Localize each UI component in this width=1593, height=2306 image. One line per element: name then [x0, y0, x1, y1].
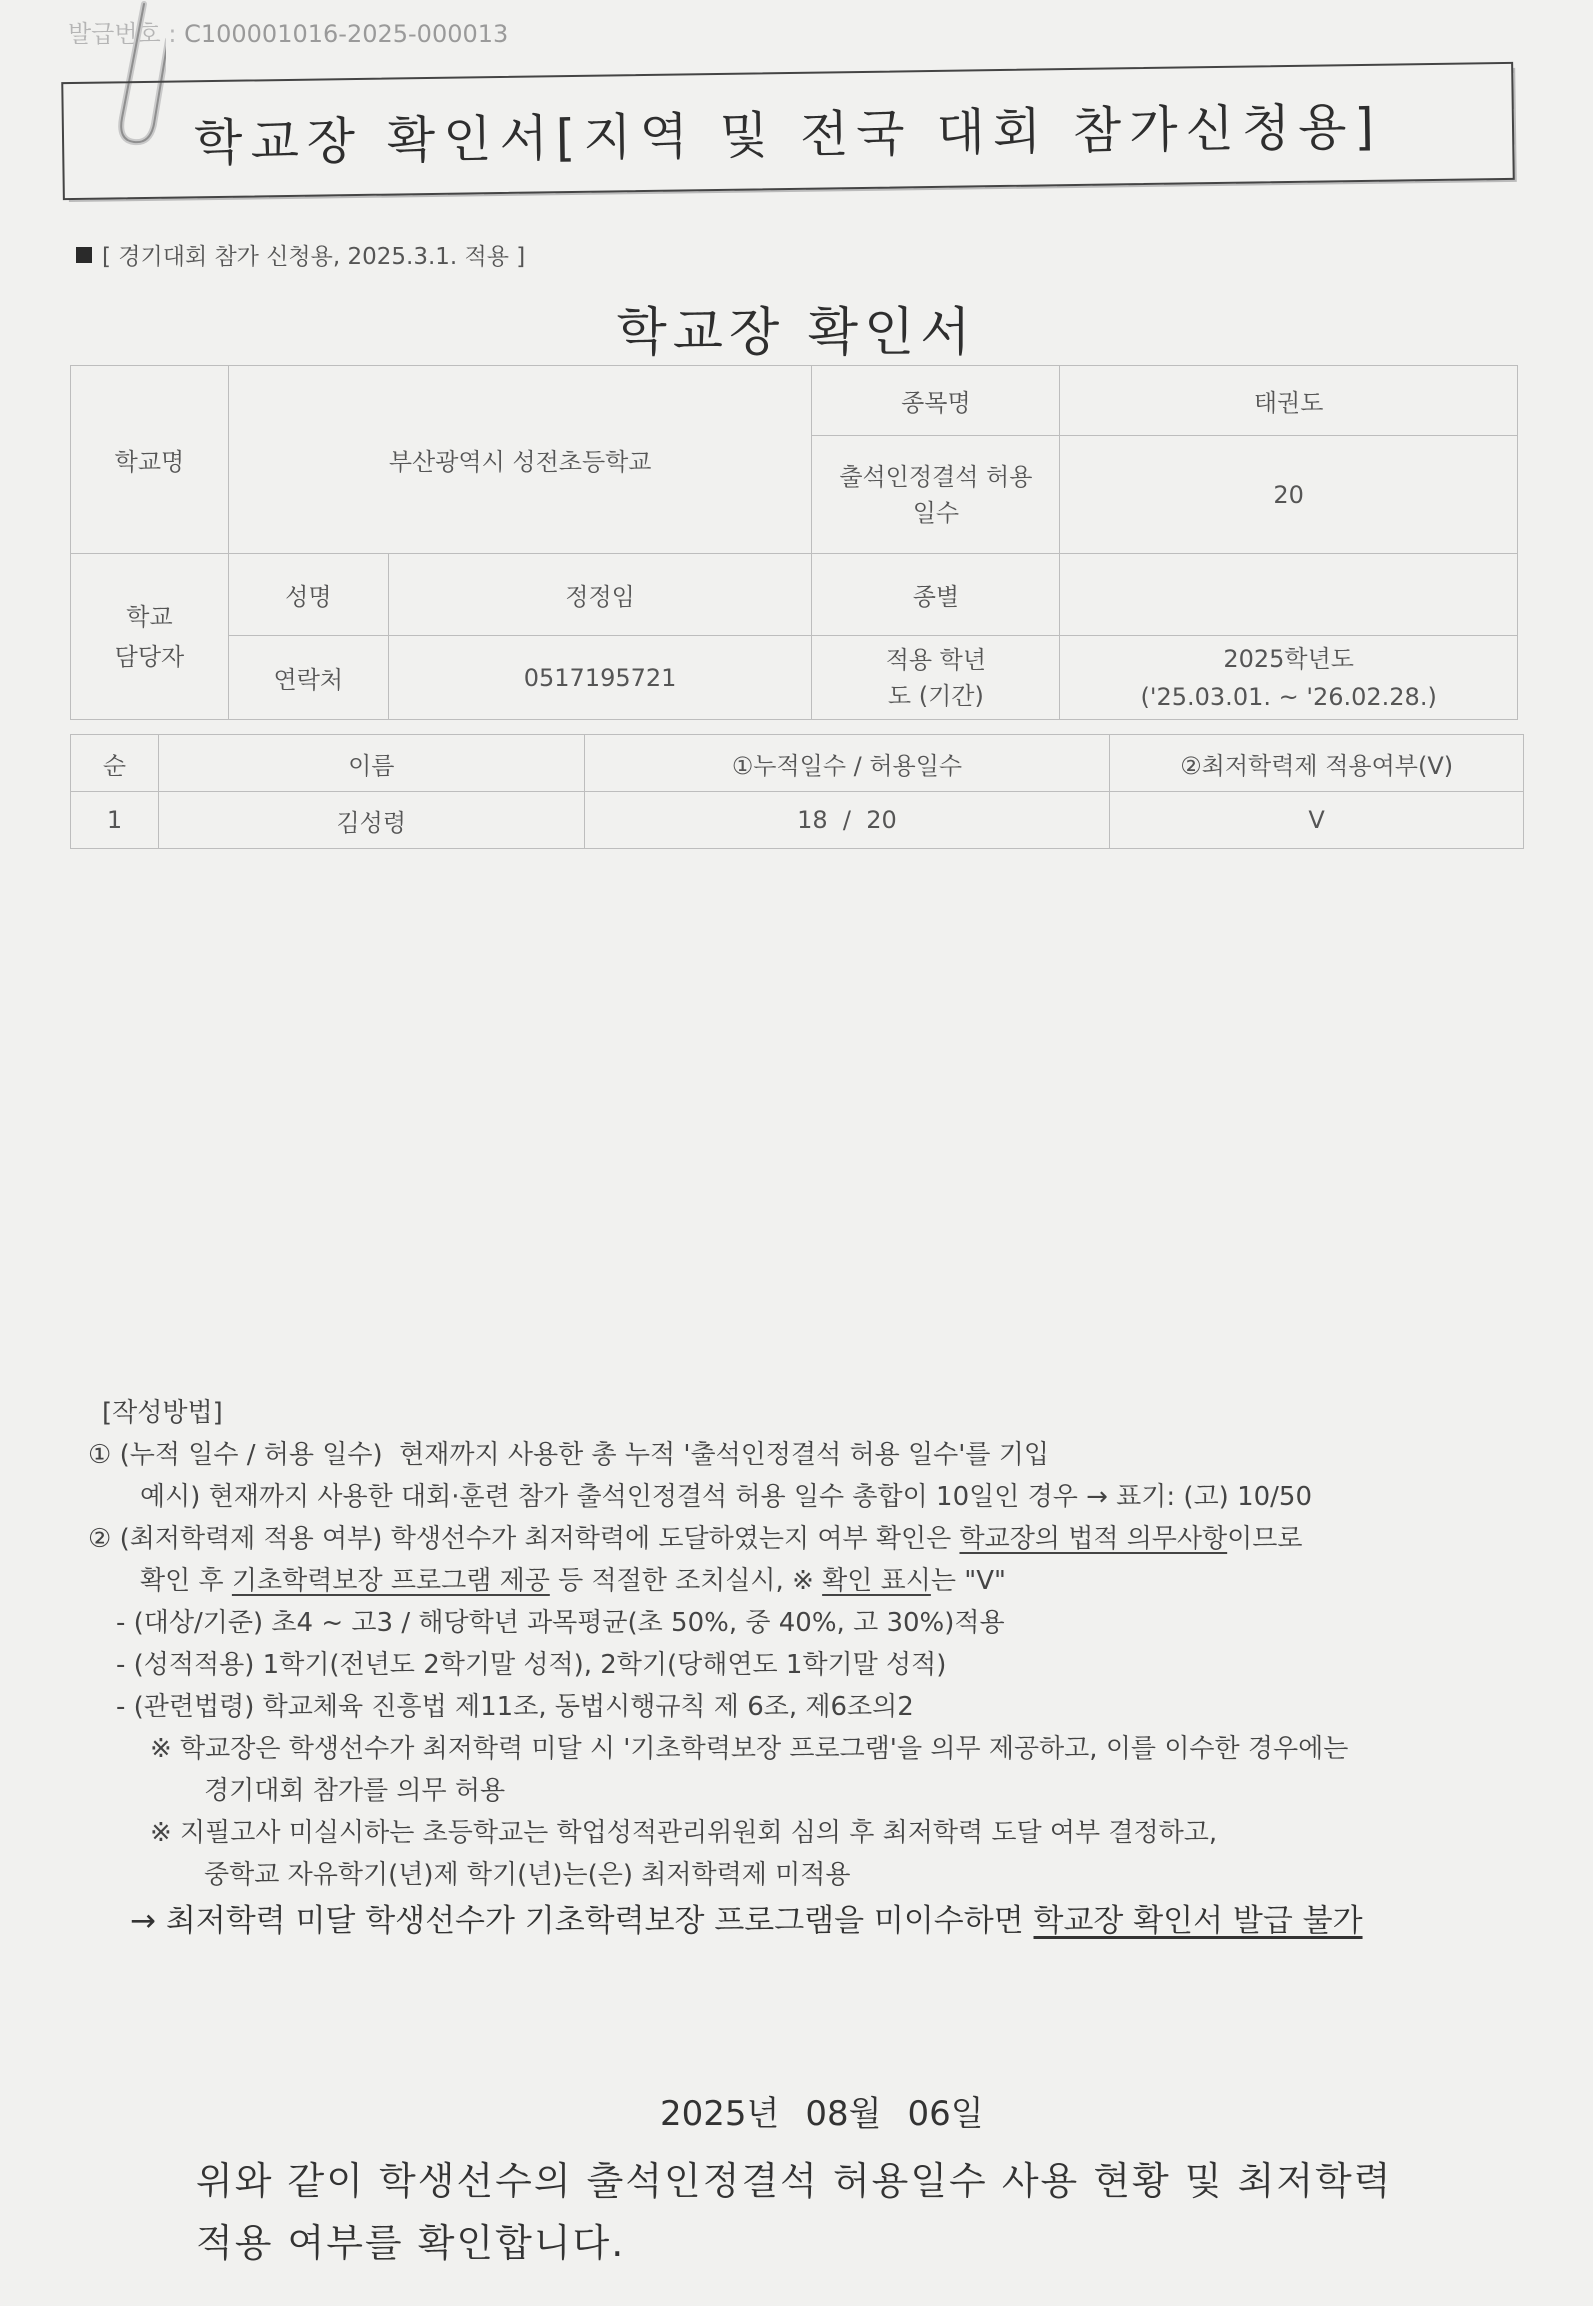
- instruction-target: - (대상/기준) 초4 ~ 고3 / 해당학년 과목평균(초 50%, 중 40%, 고 30%)적용: [116, 1608, 1005, 1638]
- notice-text: [ 경기대회 참가 신청용, 2025.3.1. 적용 ]: [102, 244, 526, 270]
- instruction-note-2b: 중학교 자유학기(년)제 학기(년)는(은) 최저학력제 미적용: [204, 1860, 851, 1890]
- instruction-2b-underline: 기초학력보장 프로그램 제공: [231, 1566, 550, 1596]
- confirmation-text: [196, 2150, 1392, 2274]
- event-value: 태권도: [1060, 366, 1518, 436]
- instruction-line: [88, 1518, 1568, 1560]
- row-name: 김성령: [158, 792, 584, 849]
- notice-line: [76, 238, 525, 271]
- instruction-2-text: ② (최저학력제 적용 여부) 학생선수가 최저학력에 도달하였는지 여부 확인은: [88, 1524, 960, 1554]
- allowed-days-label: 출석인정결석 허용일수: [812, 436, 1060, 554]
- header-days: ①누적일수 / 허용일수: [584, 735, 1110, 792]
- square-bullet-icon: [76, 247, 92, 263]
- staff-label: 학교 담당자: [71, 554, 229, 720]
- header-no: 순: [71, 735, 159, 792]
- school-year-period: ('25.03.01. ~ '26.02.28.): [1140, 682, 1437, 711]
- instruction-2b-mark: 확인 표시: [822, 1566, 931, 1596]
- student-table-header: [71, 735, 1524, 792]
- contact-value: 0517195721: [388, 636, 812, 720]
- school-name-value: 부산광역시 성전초등학교: [228, 366, 812, 554]
- school-year-label: 적용 학년도 (기간): [812, 636, 1060, 720]
- instructions-heading: [작성방법]: [102, 1398, 223, 1428]
- confirmation-line-2: 적용 여부를 확인합니다.: [196, 2221, 626, 2265]
- row-no: 1: [71, 792, 159, 849]
- instruction-line: [88, 1434, 1568, 1476]
- issue-date: [660, 2086, 984, 2135]
- contact-label: 연락처: [228, 636, 388, 720]
- form-title-box: [61, 62, 1515, 200]
- school-year-cell: [1060, 636, 1518, 720]
- row-days: 18 / 20: [584, 792, 1110, 849]
- confirmation-line-1: 위와 같이 학생선수의 출석인정결석 허용일수 사용 현황 및 최저학력: [196, 2159, 1393, 2203]
- header-name: 이름: [158, 735, 584, 792]
- instruction-final-text: → 최저학력 미달 학생선수가 기초학력보장 프로그램을 미이수하면: [130, 1903, 1034, 1939]
- instruction-2b-tail: 는 "V": [930, 1566, 1006, 1596]
- instruction-example: 예시) 현재까지 사용한 대회·훈련 참가 출석인정결석 허용 일수 총합이 10일인 경우 → 표기: (고) 10/50: [140, 1482, 1313, 1512]
- row-check: V: [1110, 792, 1524, 849]
- issue-number-value: C100001016-2025-000013: [184, 20, 509, 48]
- instruction-2-underline: 학교장의 법적 의무사항: [959, 1524, 1228, 1554]
- header-check: ②최저학력제 적용여부(V): [1110, 735, 1524, 792]
- category-value: [1060, 554, 1518, 636]
- date-year: 2025년: [660, 2094, 780, 2134]
- date-day: 06일: [907, 2094, 984, 2134]
- instruction-1-text: 현재까지 사용한 총 누적 '출석인정결석 허용 일수'를 기입: [399, 1440, 1049, 1470]
- date-month: 08월: [805, 2094, 882, 2134]
- allowed-days-value: 20: [1060, 436, 1518, 554]
- instruction-note-1b: 경기대회 참가를 의무 허용: [204, 1776, 506, 1806]
- form-title: 학교장 확인서[지역 및 전국 대회 참가신청용]: [193, 97, 1383, 173]
- table-row: [71, 792, 1524, 849]
- instruction-2b-mid: 등 적절한 조치실시, ※: [549, 1566, 823, 1596]
- instruction-final: [130, 1900, 1568, 1942]
- instruction-final-underline: 학교장 확인서 발급 불가: [1033, 1903, 1363, 1939]
- student-table: [70, 734, 1524, 849]
- instruction-note-1: ※ 학교장은 학생선수가 최저학력 미달 시 '기초학력보장 프로그램'을 의무 제공하고, 이를 이수한 경우에는: [150, 1734, 1349, 1764]
- school-year-value: 2025학년도: [1223, 644, 1354, 673]
- event-label: 종목명: [812, 366, 1060, 436]
- instruction-1-label: ① (누적 일수 / 허용 일수): [88, 1440, 383, 1470]
- instruction-2-tail: 이므로: [1227, 1524, 1303, 1554]
- instruction-note-2: ※ 지필고사 미실시하는 초등학교는 학업성적관리위원회 심의 후 최저학력 도달 여부 결정하고,: [150, 1818, 1218, 1848]
- staff-name-value: 정정임: [388, 554, 812, 636]
- staff-name-label: 성명: [228, 554, 388, 636]
- instruction-grades: - (성적적용) 1학기(전년도 2학기말 성적), 2학기(당해연도 1학기말 성적): [116, 1650, 947, 1680]
- instruction-law: - (관련법령) 학교체육 진흥법 제11조, 동법시행규칙 제 6조, 제6조의2: [116, 1692, 914, 1722]
- category-label: 종별: [812, 554, 1060, 636]
- school-name-label: 학교명: [71, 366, 229, 554]
- instructions: [88, 1392, 1568, 1942]
- document-title: 학교장 확인서: [616, 303, 977, 363]
- instruction-line: [140, 1560, 1568, 1602]
- info-table: [70, 365, 1518, 720]
- instruction-2b-text: 확인 후: [140, 1566, 232, 1596]
- issue-number-label: 발급번호 :: [68, 20, 177, 48]
